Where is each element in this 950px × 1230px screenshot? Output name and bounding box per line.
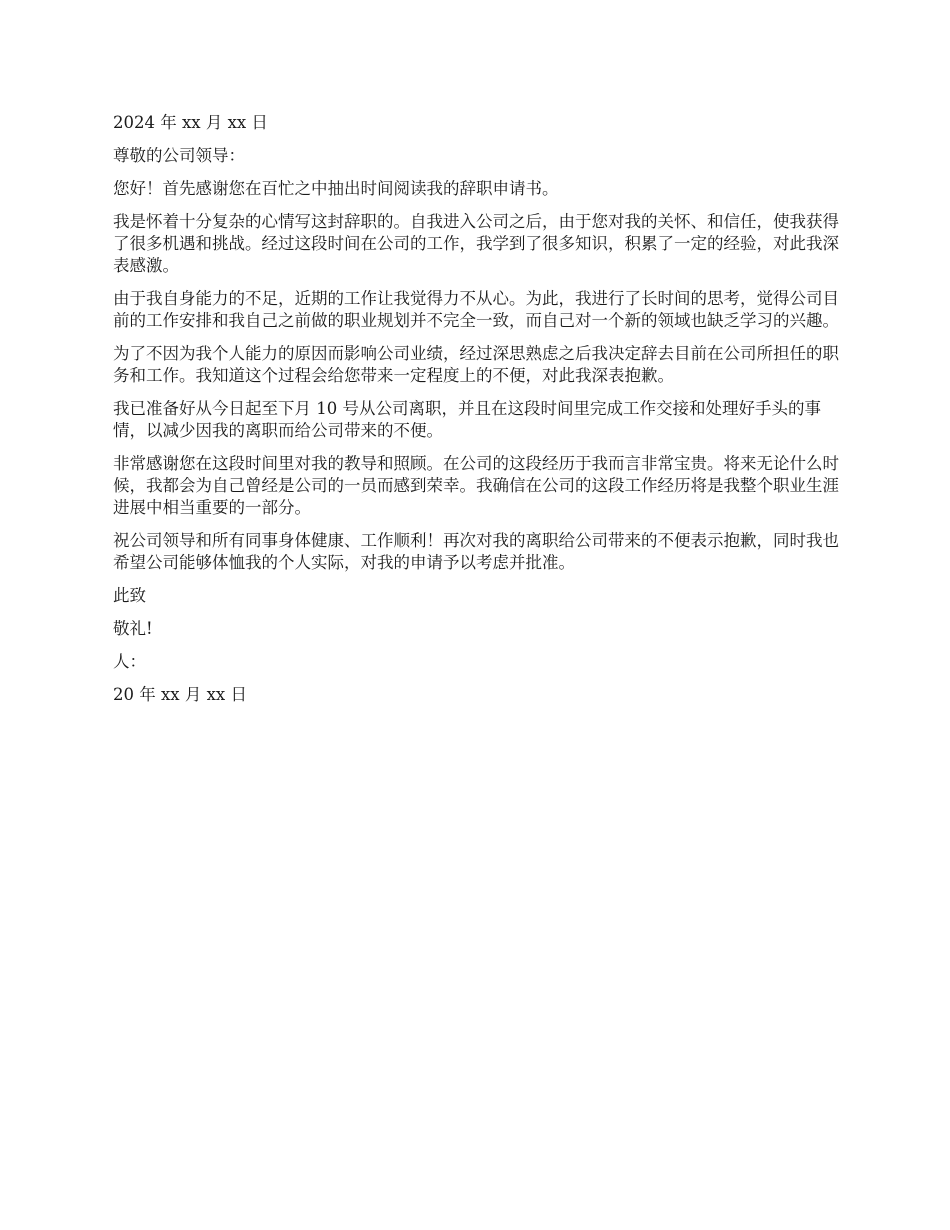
- closing-line-1: 此致: [113, 586, 146, 605]
- letter-body: [113, 112, 841, 717]
- paragraph-decision: 为了不因为我个人能力的原因而影响公司业绩，经过深思熟虑之后我决定辞去目前在公司所担任的职务和工作。我知道这个过程会给您带来一定程度上的不便，对此我深表抱歉。: [113, 344, 839, 385]
- salutation: 尊敬的公司领导：: [113, 146, 245, 165]
- paragraph-thanks: 非常感谢您在这段时间里对我的教导和照顾。在公司的这段经历于我而言非常宝贵。将来无论什么时候，我都会为自己曾经是公司的一员而感到荣幸。我确信在公司的这段工作经历将是我整个职业生涯进展中相当重要的一部分。: [113, 454, 839, 517]
- paragraph-greeting: 您好！首先感谢您在百忙之中抽出时间阅读我的辞职申请书。: [113, 179, 559, 198]
- date-bottom: 20 年 xx 月 xx 日: [113, 685, 247, 704]
- paragraph-wishes: 祝公司领导和所有同事身体健康、工作顺利！再次对我的离职给公司带来的不便表示抱歉，同时我也希望公司能够体恤我的个人实际，对我的申请予以考虑并批准。: [113, 531, 839, 572]
- paragraph-reason: 由于我自身能力的不足，近期的工作让我觉得力不从心。为此，我进行了长时间的思考，觉得公司目前的工作安排和我自己之前做的职业规划并不完全一致，而自己对一个新的领域也缺乏学习的兴趣。: [113, 289, 839, 330]
- paragraph-handover: 我已准备好从今日起至下月 10 号从公司离职，并且在这段时间里完成工作交接和处理好手头的事情，以减少因我的离职而给公司带来的不便。: [113, 399, 821, 440]
- paragraph-gratitude: 我是怀着十分复杂的心情写这封辞职的。自我进入公司之后，由于您对我的关怀、和信任，使我获得了很多机遇和挑战。经过这段时间在公司的工作，我学到了很多知识，积累了一定的经验，对此我深表感激。: [113, 212, 839, 275]
- signer-line: 人：: [113, 652, 146, 671]
- date-top: 2024 年 xx 月 xx 日: [113, 113, 268, 132]
- closing-line-2: 敬礼!: [113, 619, 153, 638]
